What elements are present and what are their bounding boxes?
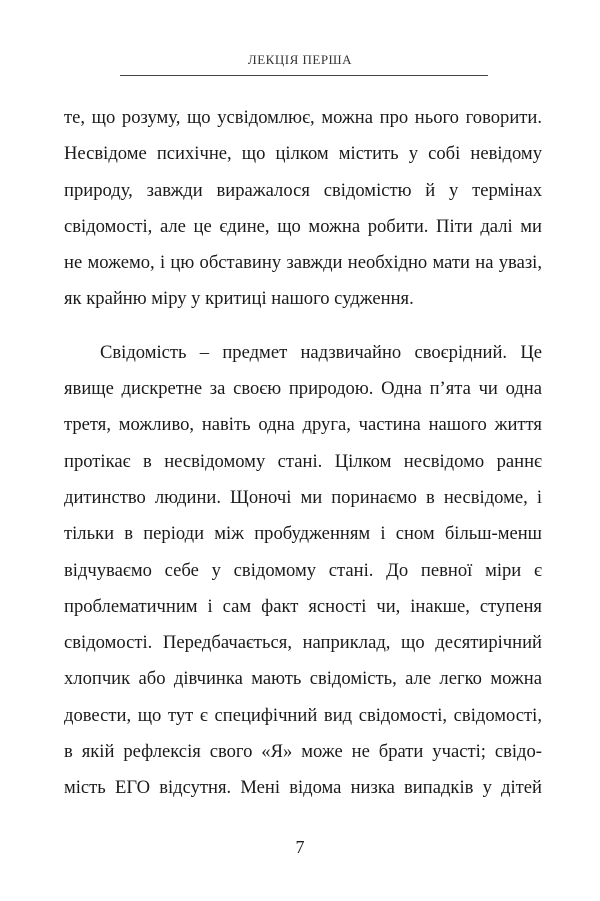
text-line: протікає в несвідомому стані. Цілком несвідомо раннє xyxy=(64,450,542,472)
header-rule xyxy=(120,75,488,76)
text-line: Несвідоме психічне, що цілком містить у собі невідому xyxy=(64,143,542,165)
paragraph xyxy=(64,335,542,807)
paragraph xyxy=(64,100,542,318)
text-line: хлопчик або дівчинка мають свідомість, але легко можна xyxy=(64,668,542,690)
paragraph-gap xyxy=(64,318,542,335)
page-number: 7 xyxy=(295,837,305,857)
text-line: третя, можливо, навіть одна друга, частина нашого життя xyxy=(64,414,542,436)
text-line: те, що розуму, що усвідомлює, можна про нього говорити. xyxy=(64,107,542,128)
running-title: ЛЕКЦІЯ ПЕРША xyxy=(247,52,353,67)
text-line: проблематичним і сам факт ясності чи, інакше, ступеня xyxy=(64,595,542,617)
text-line: явище дискретне за своєю природою. Одна п’ята чи одна xyxy=(64,378,542,400)
text-line: свідомості. Передбачається, наприклад, що десятирічний xyxy=(64,632,542,654)
text-line: як крайню міру у критиці нашого судження. xyxy=(64,288,414,310)
text-line: свідомості, але це єдине, що можна робити. Піти далі ми xyxy=(64,215,542,237)
text-line: Свідомість – предмет надзвичайно своєрідний. Це xyxy=(100,341,542,363)
text-line: не можемо, і цю обставину завжди необхідно мати на увазі, xyxy=(64,252,542,274)
text-line: довести, що тут є специфічний вид свідомості, свідомості, xyxy=(64,704,542,726)
text-line: тільки в періоди між пробудженням і сном більш-менш xyxy=(64,523,542,545)
text-line: дитинство людини. Щоночі ми поринаємо в несвідоме, і xyxy=(64,486,542,508)
text-line: в якій рефлексія свого «Я» може не брати участі; свідо- xyxy=(64,741,542,763)
body-text xyxy=(64,100,542,807)
text-line: мість ЕГО відсутня. Мені відома низка випадків у дітей xyxy=(64,777,542,799)
text-line: природу, завжди виражалося свідомістю й у термінах xyxy=(64,179,542,201)
text-line: відчуваємо себе у свідомому стані. До певної міри є xyxy=(64,559,542,581)
